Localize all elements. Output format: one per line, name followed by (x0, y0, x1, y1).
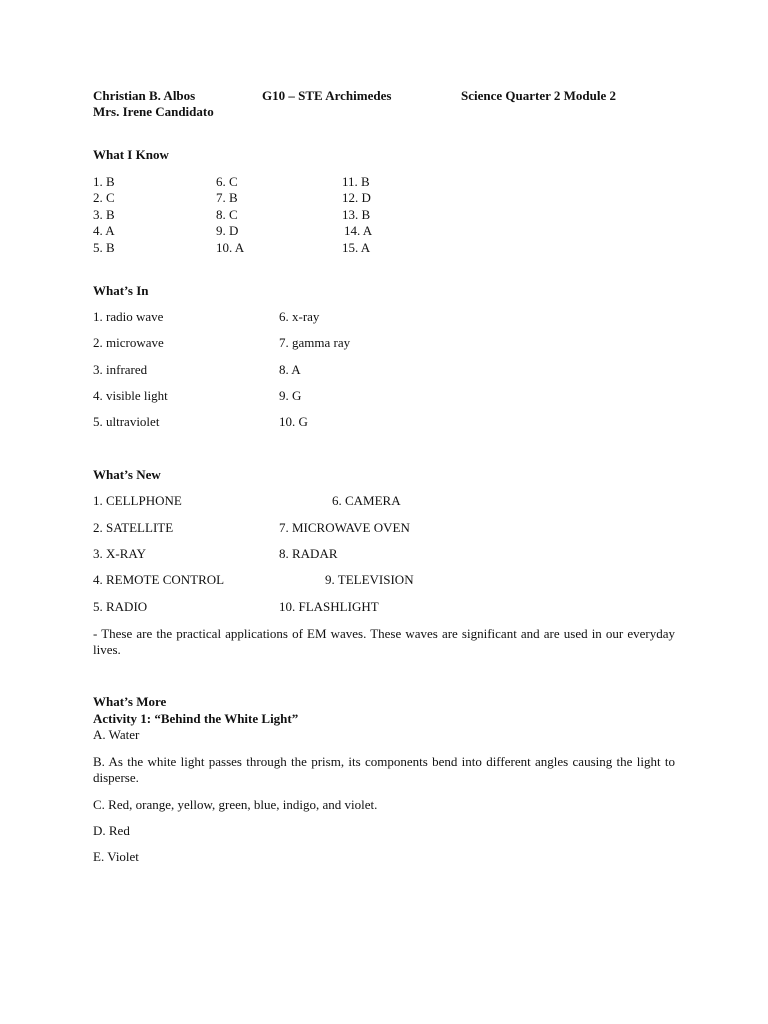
list-item: 3. X-RAY (93, 546, 146, 561)
subject-title: Science Quarter 2 Module 2 (461, 88, 617, 103)
list-item: 4. REMOTE CONTROL (93, 572, 225, 587)
list-item: 1. radio wave (93, 309, 164, 324)
teacher-name: Mrs. Irene Candidato (93, 104, 214, 119)
list-item: 6. C (216, 174, 238, 189)
list-item: 7. gamma ray (279, 335, 351, 350)
list-item: 4. A (93, 223, 115, 238)
student-name: Christian B. Albos (93, 88, 196, 103)
list-item: 6. CAMERA (332, 493, 401, 508)
list-item: 11. B (342, 174, 370, 189)
section-title-what-i-know: What I Know (93, 147, 169, 162)
list-item: 9. TELEVISION (325, 572, 414, 587)
list-item: 8. C (216, 207, 238, 222)
section-title-whats-new: What’s New (93, 467, 161, 482)
list-item: 3. B (93, 207, 115, 222)
list-item: 8. A (279, 362, 301, 377)
section-title-whats-in: What’s In (93, 283, 149, 298)
answer-c: C. Red, orange, yellow, green, blue, indigo, and violet. (93, 797, 378, 812)
list-item: 9. G (279, 388, 302, 403)
list-item: 1. CELLPHONE (93, 493, 182, 508)
list-item: 14. A (344, 223, 373, 238)
list-item: 10. FLASHLIGHT (279, 599, 379, 614)
section-title-whats-more: What’s More (93, 694, 167, 709)
list-item: 12. D (342, 190, 371, 205)
list-item: 2. SATELLITE (93, 520, 174, 535)
list-item: 2. C (93, 190, 115, 205)
list-item: 4. visible light (93, 388, 168, 403)
list-item: 2. microwave (93, 335, 164, 350)
answer-e: E. Violet (93, 849, 139, 864)
list-item: 5. ultraviolet (93, 414, 160, 429)
list-item: 8. RADAR (279, 546, 338, 561)
list-item: 15. A (342, 240, 371, 255)
list-item: 10. G (279, 414, 308, 429)
activity-title: Activity 1: “Behind the White Light” (93, 711, 299, 726)
list-item: 5. B (93, 240, 115, 255)
answer-b: B. As the white light passes through the prism, its components bend into different angles causing the light to disperse. (93, 754, 675, 785)
list-item: 9. D (216, 223, 239, 238)
whats-new-note: - These are the practical applications of EM waves. These waves are significant and are used in our everyday lives. (93, 626, 675, 657)
list-item: 1. B (93, 174, 115, 189)
list-item: 10. A (216, 240, 245, 255)
list-item: 7. MICROWAVE OVEN (279, 520, 410, 535)
list-item: 6. x-ray (279, 309, 320, 324)
list-item: 5. RADIO (93, 599, 148, 614)
answer-d: D. Red (93, 823, 130, 838)
list-item: 7. B (216, 190, 238, 205)
list-item: 3. infrared (93, 362, 148, 377)
answer-a: A. Water (93, 727, 140, 742)
list-item: 13. B (342, 207, 371, 222)
section-name: G10 – STE Archimedes (262, 88, 392, 103)
